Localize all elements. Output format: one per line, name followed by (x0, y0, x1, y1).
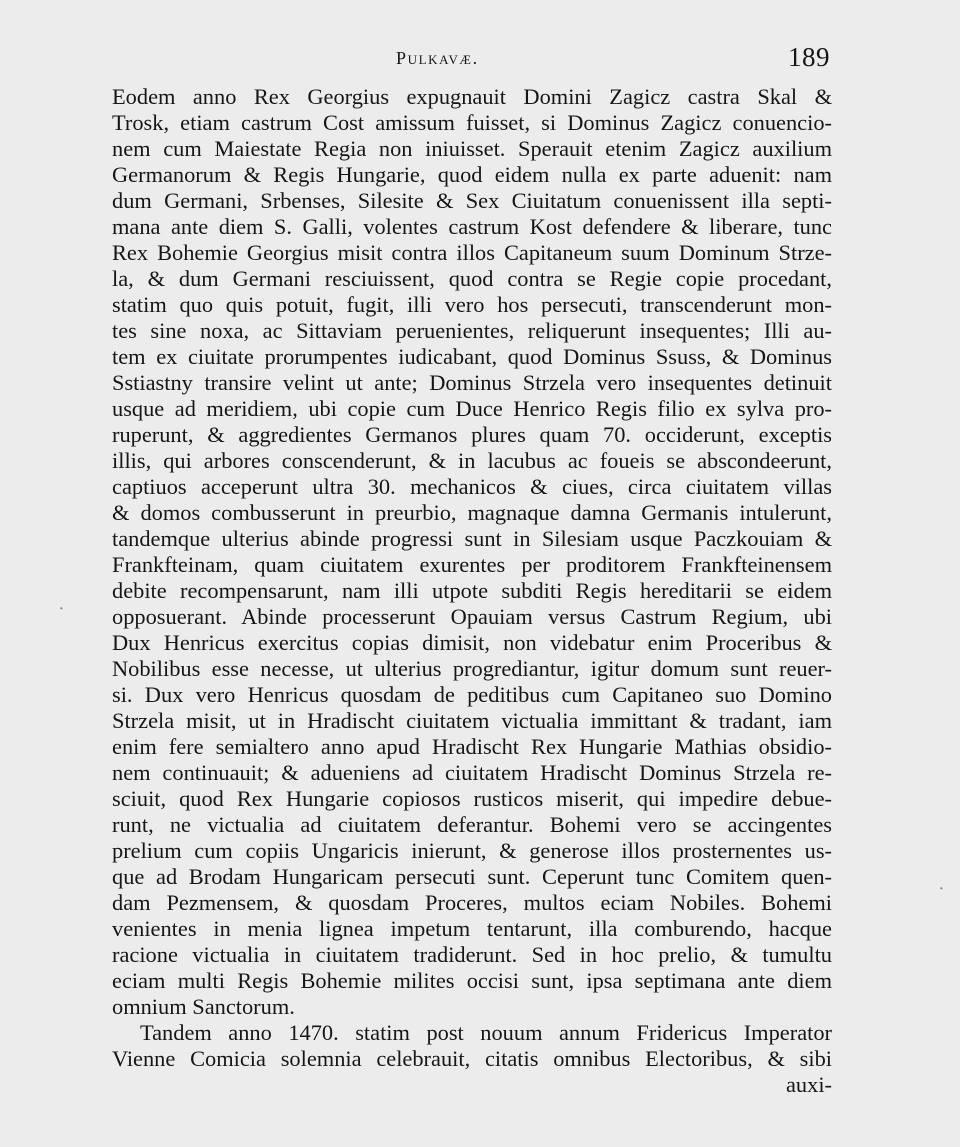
text-line-28: sciuit, quod Rex Hungarie copiosos rusticos miserit, qui impedire debue- (112, 786, 832, 811)
text-line-10: tes sine noxa, ac Sittaviam peruenientes, reliquerunt insequentes; Illi au- (112, 318, 832, 343)
text-line-34: racione victualia in ciuitatem tradiderunt. Sed in hoc prelio, & tumultu (112, 942, 832, 967)
text-line-15: illis, qui arbores conscenderunt, & in lacubus ac foueis se abscondeerunt, (112, 448, 832, 473)
catchword: auxi- (785, 1072, 832, 1097)
text-line-18: tandemque ulterius abinde progressi sunt in Silesiam usque Paczkouiam & (112, 526, 832, 551)
text-line-2: Trosk, etiam castrum Cost amissum fuisset, si Dominus Zagicz conuencio- (112, 110, 832, 135)
text-line-36: omnium Sanctorum. (112, 994, 295, 1019)
text-line-19: Frankfteinam, quam ciuitatem exurentes per proditorem Frankfteinensem (112, 552, 832, 577)
text-line-37: Tandem anno 1470. statim post nouum annum Fridericus Imperator (140, 1020, 832, 1045)
text-line-8: la, & dum Germani resciuissent, quod contra se Regie copie procedant, (112, 266, 832, 291)
text-line-30: prelium cum copiis Ungaricis inierunt, & generose illos prosternentes us- (112, 838, 832, 863)
text-line-38: Vienne Comicia solemnia celebrauit, citatis omnibus Electoribus, & sibi (112, 1046, 832, 1071)
margin-speck: · (58, 598, 65, 620)
text-line-16: captiuos acceperunt ultra 30. mechanicos & ciues, circa ciuitatem villas (112, 474, 832, 499)
page-header (0, 38, 960, 78)
text-line-17: & domos combusserunt in preurbio, magnaque damna Germanis intulerunt, (112, 500, 832, 525)
text-line-29: runt, ne victualia ad ciuitatem deferantur. Bohemi vero se accingentes (112, 812, 832, 837)
running-title: Pulkavæ. (396, 48, 479, 68)
text-line-22: Dux Henricus exercitus copias dimisit, non videbatur enim Proceribus & (112, 630, 832, 655)
text-line-13: usque ad meridiem, ubi copie cum Duce Henrico Regis filio ex sylva pro- (112, 396, 832, 421)
margin-speck: · (938, 878, 945, 900)
text-line-11: tem ex ciuitate prorumpentes iudicabant, quod Dominus Ssuss, & Dominus (112, 344, 832, 369)
text-line-21: opposuerant. Abinde processerunt Opauiam versus Castrum Regium, ubi (112, 604, 832, 629)
text-line-20: debite recompensarunt, nam illi utpote subditi Regis hereditarii se eidem (112, 578, 832, 603)
text-line-31: que ad Brodam Hungaricam persecuti sunt. Ceperunt tunc Comitem quen- (112, 864, 832, 889)
text-line-3: nem cum Maiestate Regia non iniuisset. Sperauit etenim Zagicz auxilium (112, 136, 832, 161)
text-line-26: enim fere semialtero anno apud Hradischt Rex Hungarie Mathias obsidio- (112, 734, 832, 759)
text-line-6: mana ante diem S. Galli, volentes castrum Kost defendere & liberare, tunc (112, 214, 832, 239)
page-number: 189 (788, 42, 830, 72)
text-line-35: eciam multi Regis Bohemie milites occisi sunt, ipsa septimana ante diem (112, 968, 832, 993)
text-line-32: dam Pezmensem, & quosdam Proceres, multos eciam Nobiles. Bohemi (112, 890, 832, 915)
text-line-12: Sstiastny transire velint ut ante; Dominus Strzela vero insequentes detinuit (112, 370, 832, 395)
text-line-23: Nobilibus esse necesse, ut ulterius progrediantur, igitur domum sunt reuer- (112, 656, 832, 681)
text-line-24: si. Dux vero Henricus quosdam de peditibus cum Capitaneo suo Domino (112, 682, 832, 707)
text-line-7: Rex Bohemie Georgius misit contra illos Capitaneum suum Dominum Strze- (112, 240, 832, 265)
text-line-33: venientes in menia lignea impetum tentarunt, illa comburendo, hacque (112, 916, 832, 941)
text-line-27: nem continuauit; & adueniens ad ciuitatem Hradischt Dominus Strzela re- (112, 760, 832, 785)
text-line-5: dum Germani, Srbenses, Silesite & Sex Ciuitatum conuenissent illa septi- (112, 188, 832, 213)
text-line-9: statim quo quis potuit, fugit, illi vero hos persecuti, transcenderunt mon- (112, 292, 832, 317)
text-line-1: Eodem anno Rex Georgius expugnauit Domini Zagicz castra Skal & (112, 84, 832, 109)
text-line-4: Germanorum & Regis Hungarie, quod eidem nulla ex parte aduenit: nam (112, 162, 832, 187)
text-line-14: ruperunt, & aggredientes Germanos plures quam 70. occiderunt, exceptis (112, 422, 832, 447)
text-line-25: Strzela misit, ut in Hradischt ciuitatem victualia immittant & tradant, iam (112, 708, 832, 733)
